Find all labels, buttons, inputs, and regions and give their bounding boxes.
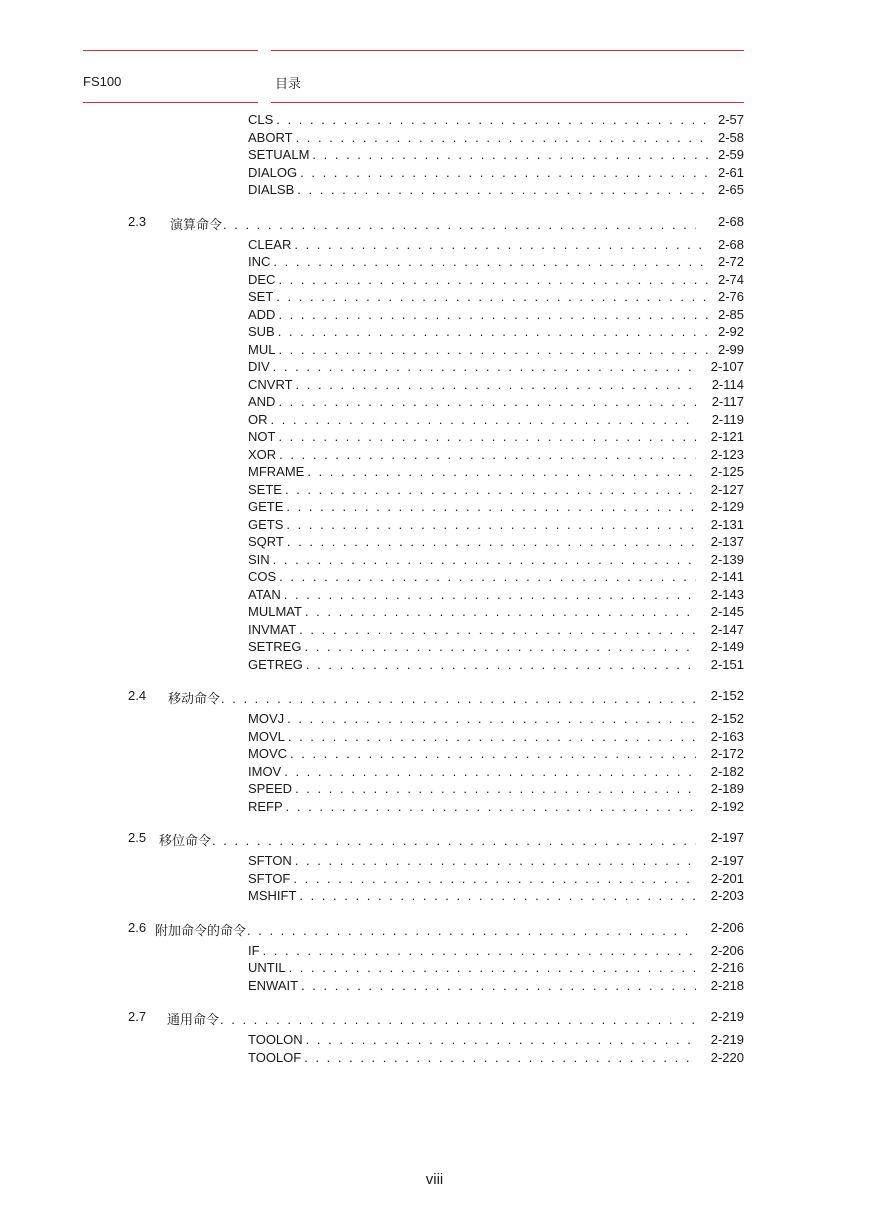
toc-page-number: 2-74 [717,271,744,287]
toc-entry-label: SQRT [248,534,284,549]
toc-page-number: 2-197 [710,830,744,845]
toc-entry-label: ABORT [248,129,293,145]
toc-page-number: 2-58 [717,129,744,145]
toc-entry-label: INVMAT [248,621,297,637]
toc-entry-label: NOT [248,429,276,444]
toc-page-number: 2-61 [717,164,744,180]
toc-page-number: 2-137 [710,534,744,549]
toc-entry[interactable] [0,604,869,622]
toc-entry-label: ADD [248,306,276,322]
toc-entry-label: SET [248,289,274,304]
toc-entry[interactable] [0,711,869,729]
toc-page-number: 2-216 [710,960,744,975]
toc-entry-label: SPEED [248,781,293,796]
dot-leader [273,254,710,269]
toc-entry-label: DIALOG [248,164,298,180]
toc-page-number: 2-139 [710,551,744,567]
toc-page-number: 2-99 [717,341,744,357]
dot-leader [273,552,696,567]
toc-entry[interactable] [0,394,869,412]
toc-entry[interactable] [0,359,869,377]
toc-section[interactable] [0,920,869,940]
toc-entry[interactable] [0,888,869,906]
toc-page-number: 2-172 [710,746,744,761]
dot-leader [287,711,696,726]
toc-entry-label: MUL [248,341,276,357]
toc-entry[interactable] [0,871,869,889]
dot-leader [305,604,696,619]
toc-page-number: 2-189 [710,781,744,796]
dot-leader [304,1050,696,1065]
toc-section[interactable] [0,830,869,850]
toc-entry[interactable] [0,657,869,675]
toc-entry[interactable] [0,781,869,799]
toc-page-number: 2-197 [710,853,744,868]
toc-page-number: 2-201 [710,870,744,886]
toc-entry-label: UNTIL [248,960,286,975]
toc-page-number: 2-119 [711,411,744,427]
toc-section[interactable] [0,688,869,708]
dot-leader [223,217,696,232]
toc-page-number: 2-145 [710,604,744,619]
toc-page-number: 2-206 [710,942,744,958]
toc-entry[interactable] [0,464,869,482]
header-rule-top-left [83,50,258,51]
toc-page-number: 2-125 [710,464,744,479]
toc-page-number: 2-219 [710,1009,744,1024]
toc-entry[interactable] [0,182,869,200]
toc-page-number: 2-76 [717,289,744,304]
toc-entry-label: CNVRT [248,376,293,392]
toc-page-number: 2-85 [717,306,744,322]
toc-entry-label: COS [248,569,277,584]
dot-leader [276,112,710,127]
toc-entry-label: ATAN [248,586,281,602]
toc-section-title: 附加命令的命令 [155,922,247,938]
toc-entry[interactable] [0,1032,869,1050]
toc-page-number: 2-206 [710,919,744,935]
toc-entry[interactable] [0,165,869,183]
toc-entry-label: SETUALM [248,147,310,162]
toc-entry[interactable] [0,552,869,570]
toc-entry-label: OR [248,411,268,427]
toc-entry[interactable] [0,130,869,148]
dot-leader [284,764,696,779]
dot-leader [297,182,710,197]
header-right-title: 目录 [275,76,302,91]
dot-leader [301,978,696,993]
dot-leader [290,746,696,761]
dot-leader [295,853,696,868]
dot-leader [293,871,696,886]
toc-entry[interactable] [0,764,869,782]
toc-page-number: 2-127 [710,481,744,497]
toc-entry-label: CLEAR [248,236,292,252]
toc-entry-label: SIN [248,551,270,567]
toc-entry[interactable] [0,499,869,517]
toc-page-number: 2-203 [710,888,744,903]
dot-leader [279,569,696,584]
toc-page-number: 2-68 [717,236,744,252]
dot-leader [221,691,696,706]
toc-entry-label: SUB [248,324,275,339]
toc-entry-label: INC [248,254,271,269]
toc-entry-label: SFTON [248,853,292,868]
toc-entry[interactable] [0,639,869,657]
toc-entry[interactable] [0,272,869,290]
toc-entry[interactable] [0,237,869,255]
toc-section[interactable] [0,1009,869,1029]
toc-entry[interactable] [0,746,869,764]
dot-leader [263,943,696,958]
toc-entry[interactable] [0,960,869,978]
header-rule-top-right [271,50,744,51]
dot-leader [306,1032,696,1047]
toc-page-number: 2-65 [717,182,744,197]
toc-entry[interactable] [0,587,869,605]
toc-page-number: 2-147 [710,621,744,637]
toc-entry[interactable] [0,289,869,307]
toc-page-number: 2-163 [710,728,744,744]
dot-leader [276,289,710,304]
toc-page-number: 2-68 [717,213,744,229]
toc-entry-label: DIALSB [248,182,295,197]
dot-leader [307,464,696,479]
toc-section[interactable] [0,214,869,234]
dot-leader [294,237,710,252]
dot-leader [278,394,696,409]
header-left-title: FS100 [83,74,122,89]
toc-entry-label: TOOLOF [248,1049,302,1065]
dot-leader [273,359,696,374]
dot-leader [299,622,696,637]
toc-entry[interactable] [0,517,869,535]
dot-leader [278,324,710,339]
toc-page-number: 2-219 [710,1032,744,1047]
dot-leader [284,587,696,602]
toc-entry-label: DIV [248,359,270,374]
toc-page-number: 2-114 [711,376,744,392]
toc-entry[interactable] [0,412,869,430]
toc-entry[interactable] [0,147,869,165]
toc-section-number: 2.3 [128,213,147,229]
toc-entry-label: MOVJ [248,711,285,726]
toc-section-number: 2.7 [128,1009,147,1024]
toc-section-number: 2.6 [128,919,147,935]
toc-entry[interactable] [0,729,869,747]
toc-entry-label: REFP [248,798,283,814]
toc-entry-label: SETE [248,481,282,497]
toc-entry[interactable] [0,534,869,552]
toc-page-number: 2-143 [710,586,744,602]
dot-leader [289,960,696,975]
toc-section-title: 演算命令 [170,216,223,232]
toc-entry-label: DEC [248,271,276,287]
toc-entry-label: MFRAME [248,464,305,479]
toc-entry[interactable] [0,622,869,640]
toc-page-number: 2-72 [717,254,744,269]
dot-leader [278,307,710,322]
toc-entry[interactable] [0,307,869,325]
toc-entry[interactable] [0,853,869,871]
toc-entry[interactable] [0,429,869,447]
toc-entry[interactable] [0,978,869,996]
toc-entry-label: MULMAT [248,604,302,619]
toc-page-number: 2-107 [710,359,744,374]
toc-page-number: 2-149 [710,639,744,654]
toc-entry-label: GETS [248,516,284,532]
dot-leader [286,799,696,814]
dot-leader [278,342,710,357]
toc-page-number: 2-220 [710,1049,744,1065]
toc-entry[interactable] [0,324,869,342]
toc-section-title: 移动命令 [168,691,221,706]
dot-leader [295,781,696,796]
toc-page-number: 2-192 [710,798,744,814]
dot-leader [296,377,696,392]
dot-leader [288,729,696,744]
dot-leader [312,147,710,162]
toc-entry[interactable] [0,447,869,465]
toc-page-number: 2-123 [710,446,744,462]
dot-leader [299,888,696,903]
toc-page-number: 2-57 [717,112,744,127]
toc-entry-label: CLS [248,112,274,127]
toc-section-number: 2.5 [128,830,147,845]
toc-entry[interactable] [0,1050,869,1068]
toc-entry-label: TOOLON [248,1032,303,1047]
toc-entry-label: SETREG [248,639,302,654]
dot-leader [285,482,696,497]
toc-page-number: 2-131 [710,516,744,532]
toc-entry[interactable] [0,112,869,130]
dot-leader [212,833,696,848]
dot-leader [278,272,710,287]
dot-leader [296,130,710,145]
toc-page-number: 2-141 [710,569,744,584]
toc-page-number: 2-121 [710,429,744,444]
toc-entry-label: SFTOF [248,870,291,886]
toc-entry[interactable] [0,342,869,360]
dot-leader [304,639,696,654]
toc-entry-label: XOR [248,446,277,462]
toc-page-number: 2-218 [710,977,744,993]
toc-page-number: 2-129 [710,499,744,514]
dot-leader [306,657,696,672]
toc-entry[interactable] [0,799,869,817]
page-number: viii [425,1171,444,1188]
toc-entry-label: GETE [248,499,284,514]
toc-page-number: 2-59 [717,147,744,162]
dot-leader [286,517,696,532]
toc-entry[interactable] [0,482,869,500]
dot-leader [271,412,697,427]
toc-entry-label: MOVC [248,746,287,761]
toc-entry[interactable] [0,569,869,587]
dot-leader [278,429,696,444]
toc-page-number: 2-152 [710,688,744,703]
dot-leader [287,534,696,549]
toc-page-number: 2-152 [710,711,744,726]
toc-page-number: 2-92 [717,324,744,339]
toc-entry-label: GETREG [248,656,303,672]
dot-leader [300,165,710,180]
toc-entry-label: MOVL [248,728,285,744]
toc-entry-label: IF [248,942,260,958]
header-rule-bottom-right [271,102,744,103]
toc-entry-label: IMOV [248,763,282,779]
toc-section-number: 2.4 [128,688,147,703]
toc-page-number: 2-182 [710,763,744,779]
table-of-contents [0,112,869,1067]
toc-entry[interactable] [0,254,869,272]
toc-entry-label: ENWAIT [248,977,299,993]
toc-page-number: 2-117 [711,394,744,409]
dot-leader [247,923,696,938]
toc-entry[interactable] [0,377,869,395]
toc-section-title: 移位命令 [159,833,212,848]
toc-entry-label: AND [248,394,276,409]
dot-leader [286,499,696,514]
dot-leader [220,1012,696,1027]
toc-section-title: 通用命令 [167,1012,220,1027]
toc-entry[interactable] [0,943,869,961]
toc-page-number: 2-151 [710,656,744,672]
toc-entry-label: MSHIFT [248,888,297,903]
header-rule-bottom-left [83,102,258,103]
dot-leader [279,447,696,462]
